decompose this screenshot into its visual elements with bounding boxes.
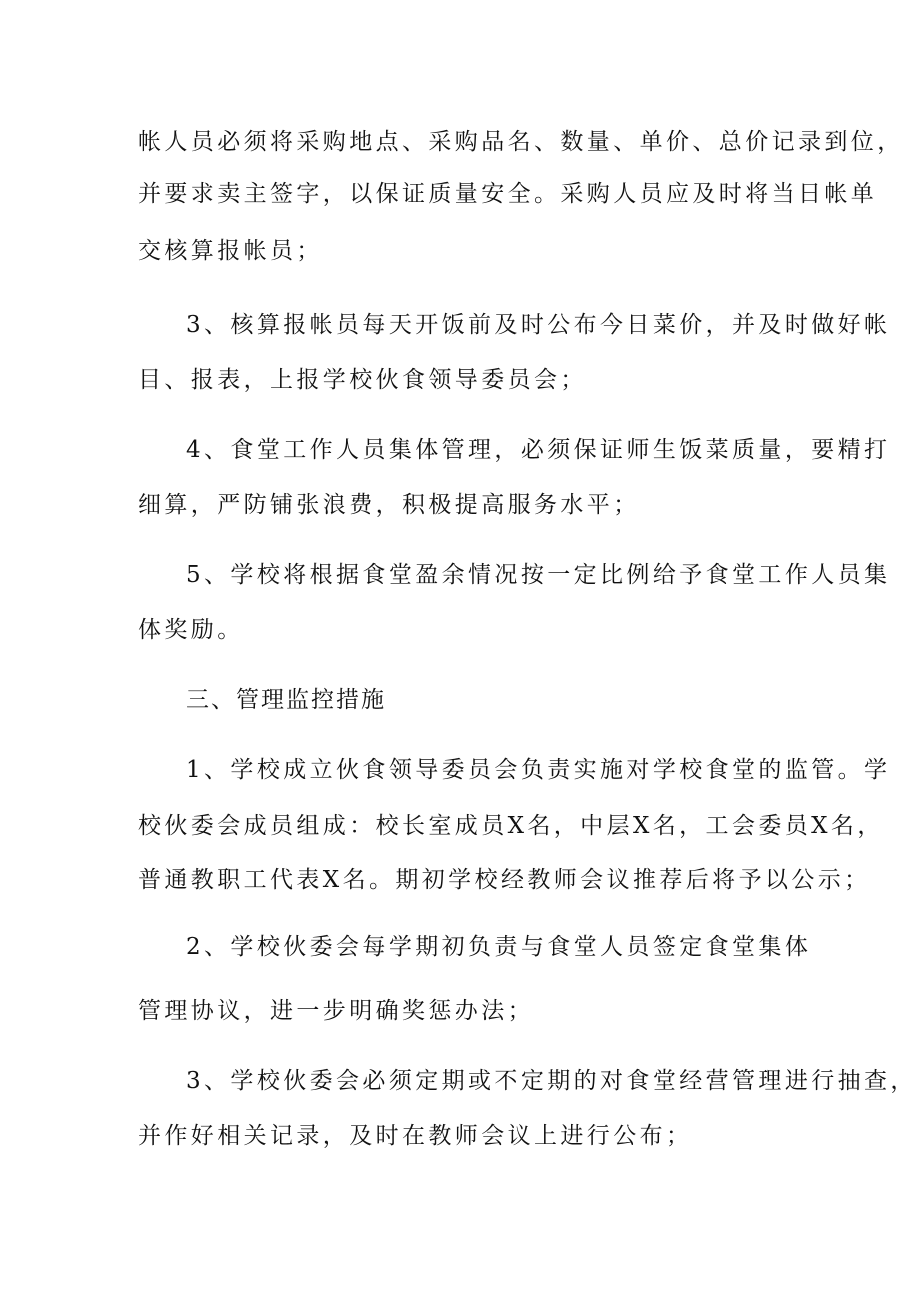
paragraph-line: 4、食堂工作人员集体管理，必须保证师生饭菜质量，要精打 (186, 437, 891, 463)
section-heading: 三、管理监控措施 (186, 687, 386, 713)
paragraph-line: 3、核算报帐员每天开饭前及时公布今日菜价，并及时做好帐 (186, 312, 891, 338)
paragraph-line: 3、学校伙委会必须定期或不定期的对食堂经营管理进行抽查， (186, 1068, 917, 1094)
paragraph-line: 2、学校伙委会每学期初负责与食堂人员签定食堂集体 (186, 934, 812, 960)
paragraph-line: 普通教职工代表X名。期初学校经教师会议推荐后将予以公示； (138, 867, 871, 893)
paragraph-line: 1、学校成立伙食领导委员会负责实施对学校食堂的监管。学 (186, 757, 891, 783)
paragraph-line: 目、报表，上报学校伙食领导委员会； (138, 367, 587, 393)
paragraph-line: 校伙委会成员组成：校长室成员X名，中层X名，工会委员X名， (138, 813, 884, 839)
paragraph-line: 并作好相关记录，及时在教师会议上进行公布； (138, 1123, 693, 1149)
paragraph-line: 帐人员必须将采购地点、采购品名、数量、单价、总价记录到位， (138, 129, 904, 155)
paragraph-line: 5、学校将根据食堂盈余情况按一定比例给予食堂工作人员集 (186, 562, 891, 588)
paragraph-line: 细算，严防铺张浪费，积极提高服务水平； (138, 492, 640, 518)
paragraph-line: 管理协议，进一步明确奖惩办法； (138, 998, 534, 1024)
paragraph-line: 体奖励。 (138, 617, 244, 643)
paragraph-line: 交核算报帐员； (138, 238, 323, 264)
paragraph-line: 并要求卖主签字，以保证质量安全。采购人员应及时将当日帐单 (138, 181, 878, 207)
